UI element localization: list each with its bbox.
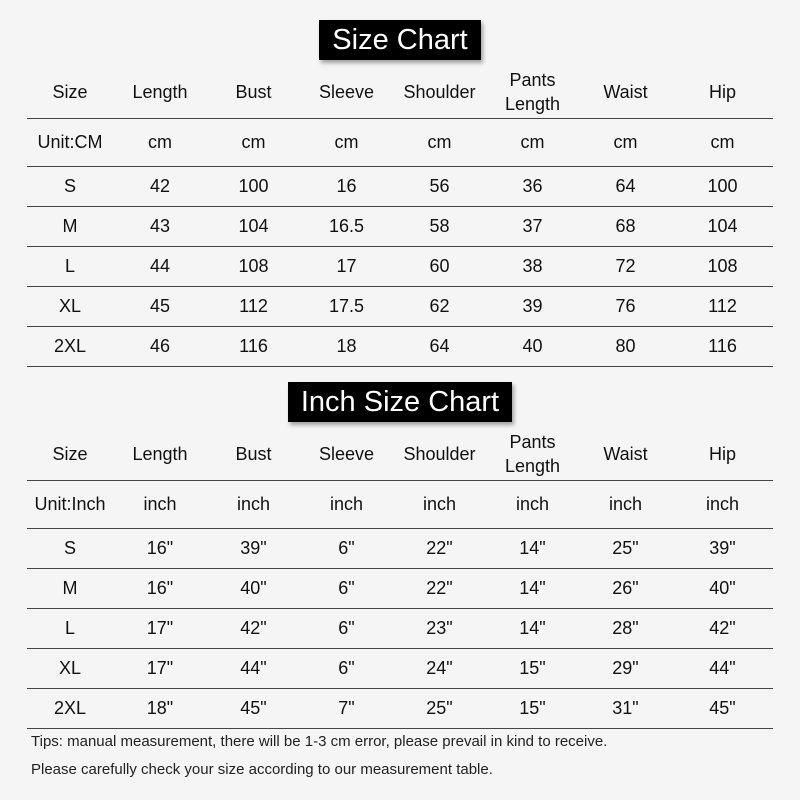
size-row	[27, 287, 773, 327]
header-row-cell: Bust	[207, 428, 300, 481]
unit-row-cell: cm	[207, 119, 300, 167]
unit-row	[27, 119, 773, 167]
size-row-cell: 16.5	[300, 207, 393, 247]
size-row-cell: 2XL	[27, 689, 113, 729]
cm-size-table	[27, 66, 773, 367]
size-row-cell: 14"	[486, 529, 579, 569]
size-row-cell: 36	[486, 167, 579, 207]
size-row-cell: 22"	[393, 569, 486, 609]
size-row-cell: 40	[486, 327, 579, 367]
header-row-cell: Shoulder	[393, 66, 486, 119]
size-row-cell: 6"	[300, 609, 393, 649]
size-row-cell: 14"	[486, 609, 579, 649]
size-row-cell: 17"	[113, 649, 207, 689]
size-row-cell: 62	[393, 287, 486, 327]
header-row-cell: Length	[113, 66, 207, 119]
size-row-cell: 6"	[300, 529, 393, 569]
unit-row-cell: cm	[113, 119, 207, 167]
unit-row-cell: cm	[393, 119, 486, 167]
size-row	[27, 609, 773, 649]
size-row-cell: 37	[486, 207, 579, 247]
unit-row-cell: inch	[393, 481, 486, 529]
size-row-cell: 26"	[579, 569, 672, 609]
size-row-cell: 68	[579, 207, 672, 247]
size-row-cell: 72	[579, 247, 672, 287]
size-row-cell: 112	[672, 287, 773, 327]
unit-row	[27, 481, 773, 529]
size-row-cell: 42"	[207, 609, 300, 649]
size-row-cell: L	[27, 609, 113, 649]
size-row-cell: 64	[579, 167, 672, 207]
size-row-cell: 24"	[393, 649, 486, 689]
unit-row-cell: inch	[113, 481, 207, 529]
size-row-cell: XL	[27, 649, 113, 689]
unit-row-cell: cm	[300, 119, 393, 167]
size-row-cell: 6"	[300, 649, 393, 689]
size-row-cell: 64	[393, 327, 486, 367]
header-row-cell: Sleeve	[300, 428, 393, 481]
size-row-cell: S	[27, 167, 113, 207]
unit-row-cell: cm	[486, 119, 579, 167]
unit-row-cell: cm	[672, 119, 773, 167]
size-row	[27, 167, 773, 207]
size-row-cell: 7"	[300, 689, 393, 729]
header-row-cell: Bust	[207, 66, 300, 119]
size-row-cell: 16"	[113, 569, 207, 609]
size-row-cell: 18	[300, 327, 393, 367]
size-row-cell: 31"	[579, 689, 672, 729]
size-row-cell: S	[27, 529, 113, 569]
size-row-cell: 100	[207, 167, 300, 207]
unit-row-cell: inch	[300, 481, 393, 529]
cm-title-wrap	[0, 20, 800, 60]
size-row-cell: 17	[300, 247, 393, 287]
size-row	[27, 689, 773, 729]
size-row-cell: L	[27, 247, 113, 287]
size-row-cell: 44"	[672, 649, 773, 689]
size-row-cell: 15"	[486, 689, 579, 729]
size-row-cell: 18"	[113, 689, 207, 729]
header-row-cell: Pants Length	[486, 428, 579, 481]
size-row-cell: 45"	[672, 689, 773, 729]
size-row-cell: 39"	[672, 529, 773, 569]
size-row-cell: 112	[207, 287, 300, 327]
size-row-cell: 42"	[672, 609, 773, 649]
size-row-cell: 56	[393, 167, 486, 207]
size-row-cell: 100	[672, 167, 773, 207]
size-row-cell: 39"	[207, 529, 300, 569]
size-row-cell: 17"	[113, 609, 207, 649]
size-row-cell: 108	[672, 247, 773, 287]
header-row	[27, 66, 773, 119]
size-row-cell: 39	[486, 287, 579, 327]
size-row-cell: 46	[113, 327, 207, 367]
size-row-cell: 44"	[207, 649, 300, 689]
unit-row-cell: inch	[486, 481, 579, 529]
header-row-cell: Hip	[672, 66, 773, 119]
size-row-cell: 60	[393, 247, 486, 287]
size-row	[27, 247, 773, 287]
size-row	[27, 649, 773, 689]
size-row-cell: 29"	[579, 649, 672, 689]
size-row-cell: 104	[207, 207, 300, 247]
size-row-cell: 16	[300, 167, 393, 207]
size-row-cell: 76	[579, 287, 672, 327]
size-row	[27, 207, 773, 247]
size-row-cell: 58	[393, 207, 486, 247]
note-check-size: Please carefully check your size according to our measurement table.	[31, 761, 493, 778]
header-row-cell: Shoulder	[393, 428, 486, 481]
note-tips: Tips: manual measurement, there will be 1-3 cm error, please prevail in kind to receive.	[31, 733, 608, 750]
size-row-cell: 80	[579, 327, 672, 367]
size-row-cell: 44	[113, 247, 207, 287]
size-row-cell: 22"	[393, 529, 486, 569]
unit-row-cell: Unit:Inch	[27, 481, 113, 529]
size-row-cell: 40"	[207, 569, 300, 609]
header-row-cell: Size	[27, 66, 113, 119]
size-row-cell: 40"	[672, 569, 773, 609]
size-row-cell: 116	[672, 327, 773, 367]
inch-title-wrap	[0, 382, 800, 422]
measurement-notes	[31, 731, 607, 787]
size-row-cell: 42	[113, 167, 207, 207]
size-row	[27, 569, 773, 609]
header-row-cell: Length	[113, 428, 207, 481]
size-row-cell: 25"	[393, 689, 486, 729]
size-row-cell: 23"	[393, 609, 486, 649]
size-row-cell: XL	[27, 287, 113, 327]
unit-row-cell: inch	[579, 481, 672, 529]
inch-size-table	[27, 428, 773, 729]
size-row-cell: 38	[486, 247, 579, 287]
header-row-cell: Pants Length	[486, 66, 579, 119]
size-row-cell: 15"	[486, 649, 579, 689]
size-row-cell: M	[27, 569, 113, 609]
size-row-cell: 16"	[113, 529, 207, 569]
size-row-cell: 2XL	[27, 327, 113, 367]
unit-row-cell: inch	[672, 481, 773, 529]
size-row-cell: 6"	[300, 569, 393, 609]
inch-chart-title: Inch Size Chart	[288, 382, 512, 422]
size-row-cell: 45"	[207, 689, 300, 729]
size-row	[27, 529, 773, 569]
size-row-cell: 14"	[486, 569, 579, 609]
unit-row-cell: Unit:CM	[27, 119, 113, 167]
header-row-cell: Waist	[579, 66, 672, 119]
size-row-cell: M	[27, 207, 113, 247]
size-row-cell: 108	[207, 247, 300, 287]
unit-row-cell: cm	[579, 119, 672, 167]
unit-row-cell: inch	[207, 481, 300, 529]
header-row	[27, 428, 773, 481]
header-row-cell: Size	[27, 428, 113, 481]
size-row-cell: 116	[207, 327, 300, 367]
cm-chart-title: Size Chart	[319, 20, 480, 60]
size-row	[27, 327, 773, 367]
size-row-cell: 45	[113, 287, 207, 327]
size-row-cell: 17.5	[300, 287, 393, 327]
size-row-cell: 104	[672, 207, 773, 247]
size-row-cell: 43	[113, 207, 207, 247]
header-row-cell: Hip	[672, 428, 773, 481]
header-row-cell: Waist	[579, 428, 672, 481]
header-row-cell: Sleeve	[300, 66, 393, 119]
size-row-cell: 25"	[579, 529, 672, 569]
size-row-cell: 28"	[579, 609, 672, 649]
